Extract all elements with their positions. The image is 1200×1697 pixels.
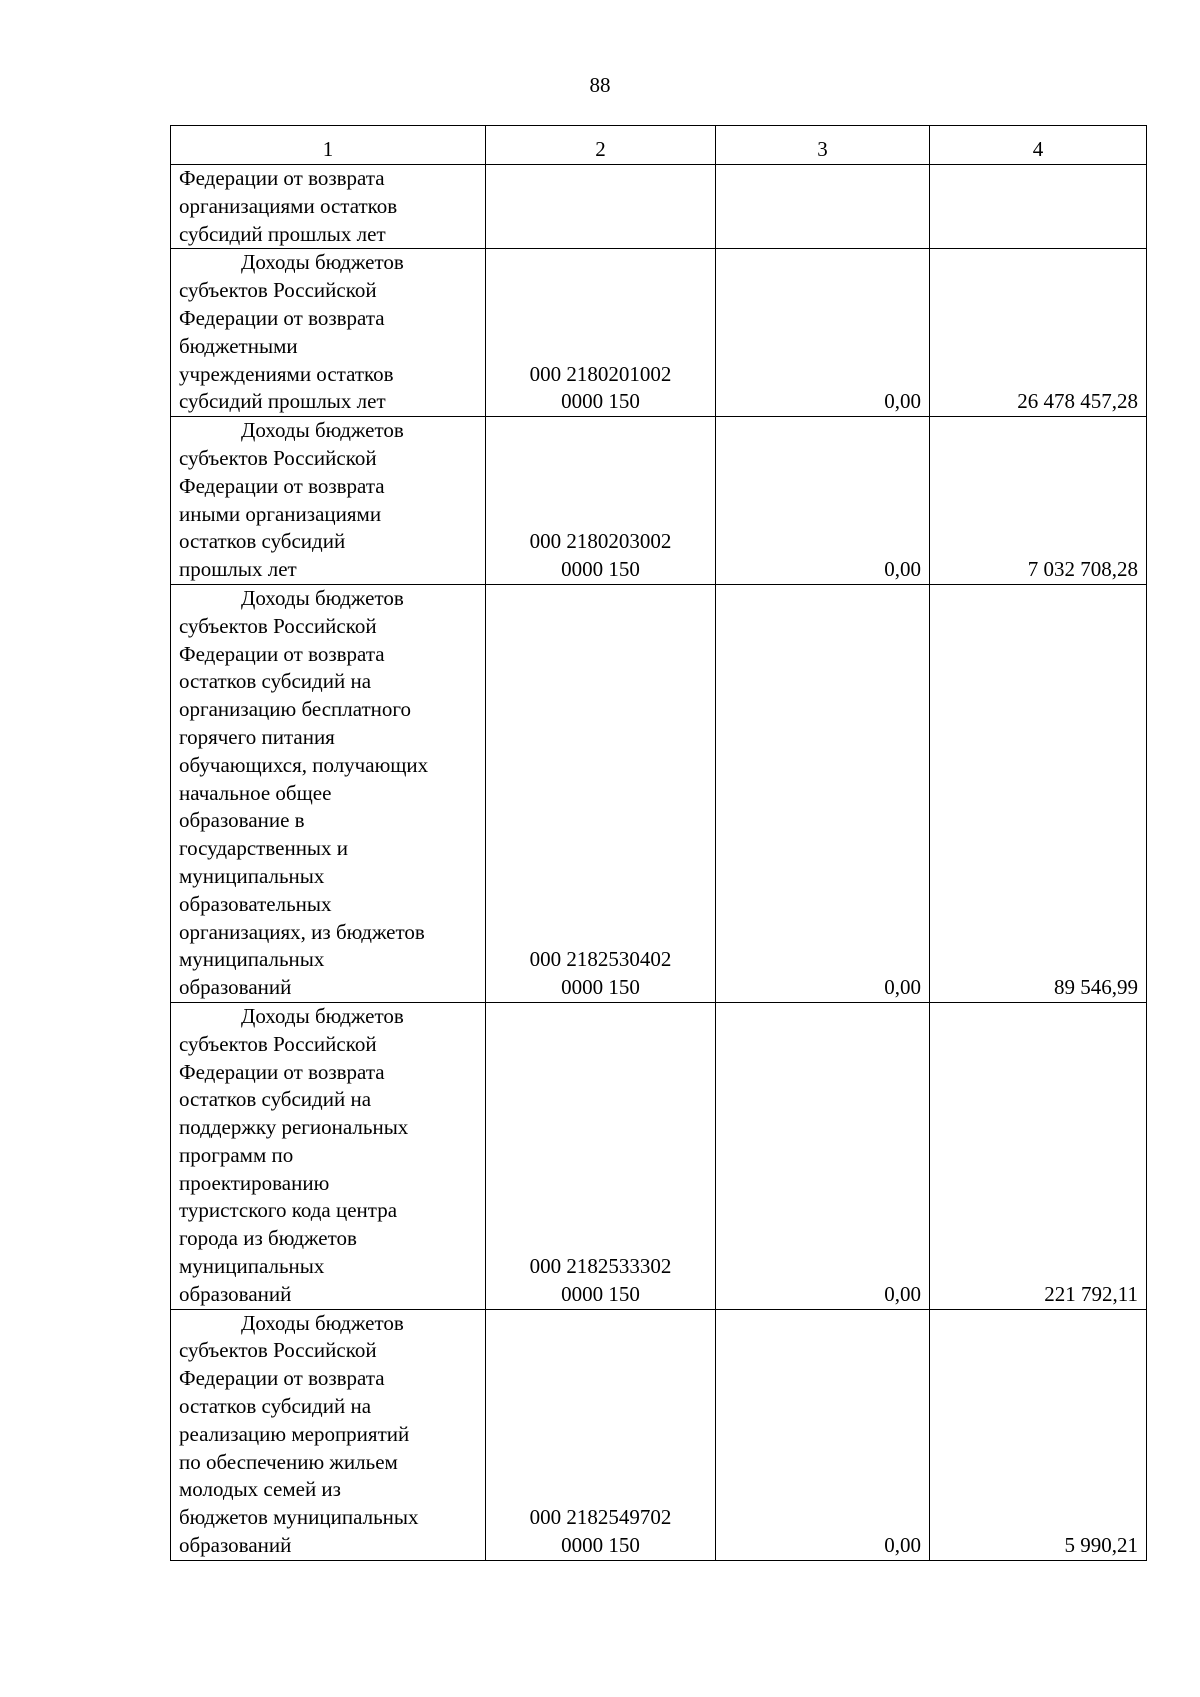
header-row [171, 126, 1147, 165]
description-line: бюджетов муниципальных [179, 1505, 419, 1530]
table-row [171, 584, 1147, 1002]
income-description [171, 417, 486, 585]
description-line: образований [179, 1533, 292, 1558]
description-text: Доходы бюджетов [241, 250, 404, 275]
description-line: обучающихся, получающих [179, 752, 429, 777]
amount-col-4: 89 546,99 [930, 584, 1147, 1002]
description-line [179, 249, 477, 277]
budget-code: 000 2180203002 0000 150 [486, 417, 716, 585]
header-col-1: 1 [171, 126, 486, 165]
description-line: по обеспечению жильем [179, 1449, 398, 1474]
budget-table [170, 125, 1147, 1561]
description-line: остатков субсидий на [179, 669, 372, 694]
description-line: Федерации от возврата [179, 1059, 385, 1084]
description-line: субъектов Российской [179, 1338, 377, 1363]
header-col-3: 3 [716, 126, 930, 165]
amount-col-4 [930, 165, 1147, 249]
description-line: субъектов Российской [179, 445, 377, 470]
description-text: Доходы бюджетов [241, 418, 404, 443]
description-line [179, 417, 477, 445]
income-description [171, 249, 486, 417]
description-line: бюджетными [179, 333, 298, 358]
description-line: субсидий прошлых лет [179, 221, 386, 246]
description-line: субъектов Российской [179, 613, 377, 638]
description-line: Федерации от возврата [179, 641, 385, 666]
income-description [171, 584, 486, 1002]
amount-col-3: 0,00 [716, 417, 930, 585]
budget-code [486, 165, 716, 249]
table-row [171, 1309, 1147, 1560]
description-line [179, 1003, 477, 1031]
amount-col-4: 7 032 708,28 [930, 417, 1147, 585]
description-text: Доходы бюджетов [241, 1310, 404, 1335]
description-line: туристского кода центра [179, 1198, 398, 1223]
description-line: муниципальных [179, 1254, 325, 1279]
description-line: поддержку региональных [179, 1115, 409, 1140]
description-text: Доходы бюджетов [241, 585, 404, 610]
description-line: муниципальных [179, 863, 325, 888]
description-line: субсидий прошлых лет [179, 389, 386, 414]
description-line: образований [179, 1281, 292, 1306]
budget-code: 000 2180201002 0000 150 [486, 249, 716, 417]
description-line: учреждениями остатков [179, 361, 394, 386]
budget-table-body [171, 126, 1147, 1561]
amount-col-3: 0,00 [716, 1002, 930, 1309]
description-line: Федерации от возврата [179, 1366, 385, 1391]
income-description [171, 1002, 486, 1309]
table-row [171, 165, 1147, 249]
amount-col-4: 26 478 457,28 [930, 249, 1147, 417]
description-line: государственных и [179, 836, 349, 861]
description-line: муниципальных [179, 947, 325, 972]
budget-code: 000 2182530402 0000 150 [486, 584, 716, 1002]
description-line: субъектов Российской [179, 1031, 377, 1056]
amount-col-3: 0,00 [716, 249, 930, 417]
header-col-2: 2 [486, 126, 716, 165]
description-line: организациями остатков [179, 193, 398, 218]
description-line: Федерации от возврата [179, 305, 385, 330]
description-line: Федерации от возврата [179, 473, 385, 498]
description-line: остатков субсидий [179, 529, 346, 554]
description-line: остатков субсидий на [179, 1087, 372, 1112]
page-number: 88 [589, 73, 611, 97]
description-line: организациях, из бюджетов [179, 919, 425, 944]
description-line: Федерации от возврата [179, 166, 385, 190]
amount-col-3: 0,00 [716, 584, 930, 1002]
description-line: начальное общее [179, 780, 332, 805]
description-line: молодых семей из [179, 1477, 341, 1502]
description-line: субъектов Российской [179, 278, 377, 303]
description-line: образовательных [179, 891, 332, 916]
description-line [179, 585, 477, 613]
budget-code: 000 2182549702 0000 150 [486, 1309, 716, 1560]
description-line: реализацию мероприятий [179, 1421, 410, 1446]
description-line [179, 1310, 477, 1338]
description-line: прошлых лет [179, 557, 297, 582]
description-line: организацию бесплатного [179, 697, 412, 722]
description-line: образований [179, 975, 292, 1000]
header-col-4: 4 [930, 126, 1147, 165]
description-text: Доходы бюджетов [241, 1003, 404, 1028]
table-row [171, 1002, 1147, 1309]
table-row [171, 249, 1147, 417]
description-line: образование в [179, 808, 305, 833]
table-row [171, 417, 1147, 585]
budget-code: 000 2182533302 0000 150 [486, 1002, 716, 1309]
amount-col-3: 0,00 [716, 1309, 930, 1560]
amount-col-4: 221 792,11 [930, 1002, 1147, 1309]
income-description [171, 165, 486, 249]
income-description [171, 1309, 486, 1560]
description-line: программ по [179, 1142, 294, 1167]
description-line: остатков субсидий на [179, 1394, 372, 1419]
description-line: города из бюджетов [179, 1226, 357, 1251]
description-line: иными организациями [179, 501, 382, 526]
description-line: проектированию [179, 1170, 330, 1195]
amount-col-3 [716, 165, 930, 249]
amount-col-4: 5 990,21 [930, 1309, 1147, 1560]
description-line: горячего питания [179, 724, 335, 749]
